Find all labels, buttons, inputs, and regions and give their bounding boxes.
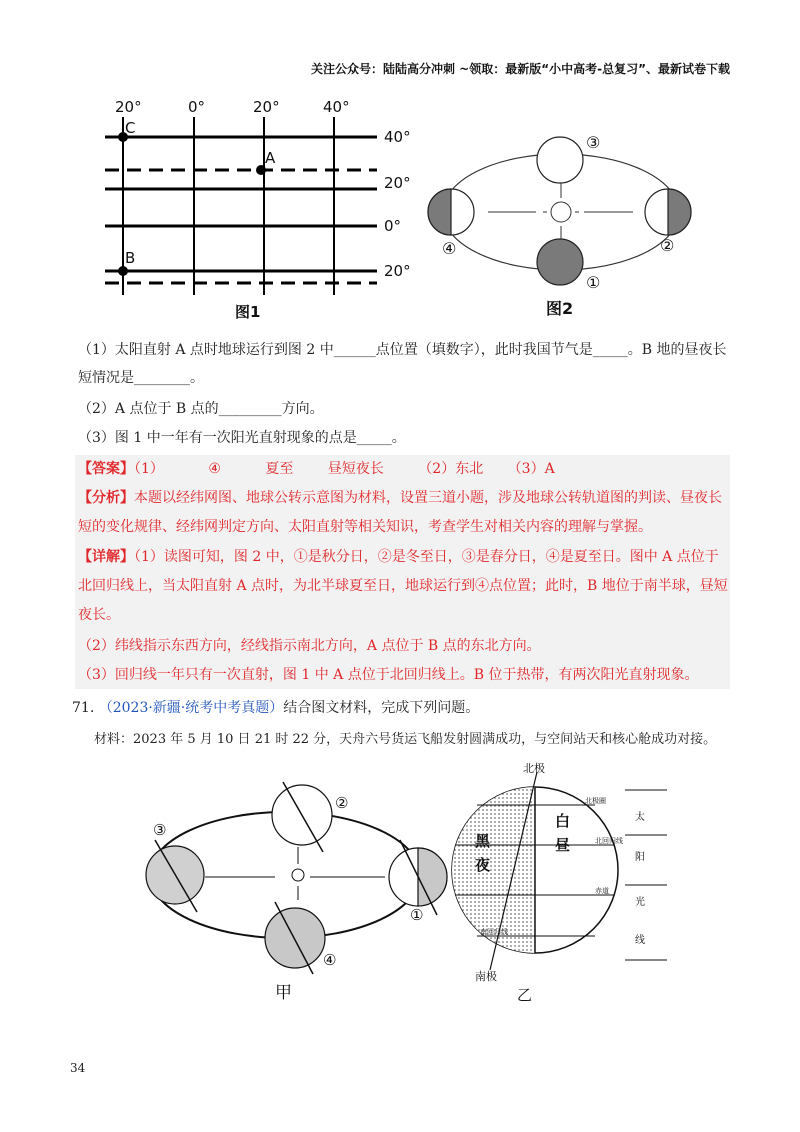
lat-label: 40° xyxy=(384,128,411,146)
analysis: 【分析】本题以经纬网图、地球公转示意图为材料，设置三道小题，涉及地球公转轨道图的判读、昼夜长短的变化规律、经纬网判定方向、太阳直射等相关知识，考查学生对相关内容的理解与掌握。 xyxy=(78,490,722,535)
question-source: （2023·新疆·统考中考真题） xyxy=(98,700,284,716)
material: 材料：2023 年 5 月 10 日 21 时 22 分，天舟六号货运飞船发射圆满成功，与空间站天和核心舱成功对接。 xyxy=(94,732,717,747)
day-label: 昼 xyxy=(555,836,571,854)
orbit-position: ② xyxy=(660,236,675,255)
night-label: 夜 xyxy=(475,856,491,874)
figure-caption: 乙 xyxy=(517,986,533,1004)
circle-label: 南回归线 xyxy=(480,928,508,936)
lat-label: 20° xyxy=(384,262,411,280)
point-label: A xyxy=(265,149,276,167)
circle-label: 北极圈 xyxy=(585,797,606,805)
answer-line: 【答案】（1） ④ 夏至 昼短夜长 （2）东北 （3）A xyxy=(78,461,555,477)
sunlight-label: 太 xyxy=(635,812,645,823)
point-b xyxy=(118,266,128,276)
lon-label: 20° xyxy=(115,98,142,116)
detail-paragraph: （3）回归线一年只有一次直射，图 1 中 A 点位于北回归线上。B 位于热带，有两次阳光直射现象。 xyxy=(78,667,699,683)
sunlight-label: 光 xyxy=(635,897,645,908)
orbit-position: ③ xyxy=(586,133,601,152)
orbit-position: ④ xyxy=(323,951,337,969)
page-number: 34 xyxy=(70,1061,86,1075)
orbit-position: ④ xyxy=(442,239,457,258)
circle-label: 赤道 xyxy=(595,887,609,895)
sunlight-label: 线 xyxy=(635,935,645,946)
question-2: （2）A 点位于 B 点的_________方向。 xyxy=(78,401,324,417)
point-label: C xyxy=(125,119,136,137)
detail-tag: 【详解】 xyxy=(78,549,134,565)
figure-2-orbit xyxy=(418,120,708,320)
figure-1-grid xyxy=(95,95,415,325)
detail: 【详解】（1）读图可知，图 2 中，①是秋分日，②是冬至日，③是春分日，④是夏至日。图中 A 点位于北回归线上，当太阳直射 A 点时，为北半球夏至日，地球运行到④点位置；此时，B 地位于南半球，昼短夜长。 xyxy=(78,549,728,623)
circle-label: 北回归线 xyxy=(595,837,623,845)
orbit-position: ③ xyxy=(153,821,167,839)
question-3: （3）图 1 中一年有一次阳光直射现象的点是_____。 xyxy=(78,430,406,446)
lat-label: 20° xyxy=(384,174,411,192)
analysis-tag: 【分析】 xyxy=(78,490,134,506)
page-header: 关注公众号：陆陆高分冲刺 ~领取：最新版“小中高考-总复习”、最新试卷下载 xyxy=(311,62,730,76)
question-1: （1）太阳直射 A 点时地球运行到图 2 中______点位置（填数字），此时我国节气是_____。B 地的昼夜长短情况是________。 xyxy=(78,342,727,386)
day-label: 白 xyxy=(555,812,571,830)
sunlight-label: 阳 xyxy=(635,852,645,863)
orbit-position: ② xyxy=(335,794,349,812)
figure-yi-day-night xyxy=(445,760,685,1010)
lon-label: 40° xyxy=(323,98,350,116)
lon-label: 0° xyxy=(188,98,206,116)
figure-jia-orbit xyxy=(135,780,455,1005)
figure-caption: 图1 xyxy=(235,303,261,321)
night-label: 黑 xyxy=(475,832,491,850)
detail-paragraph: （2）纬线指示东西方向，经线指示南北方向，A 点位于 B 点的东北方向。 xyxy=(78,638,541,654)
figure-caption: 甲 xyxy=(275,983,292,1003)
orbit-position: ① xyxy=(586,273,601,292)
answer-tag: 【答案】 xyxy=(78,461,134,477)
figure-caption: 图2 xyxy=(546,299,574,318)
point-label: B xyxy=(125,249,136,267)
north-pole-label: 北极 xyxy=(523,762,545,775)
lon-label: 20° xyxy=(253,98,280,116)
question-71: 71. （2023·新疆·统考中考真题）结合图文材料，完成下列问题。 xyxy=(72,700,480,716)
south-pole-label: 南极 xyxy=(475,970,497,983)
lat-label: 0° xyxy=(384,217,402,235)
orbit-position: ① xyxy=(410,906,424,924)
